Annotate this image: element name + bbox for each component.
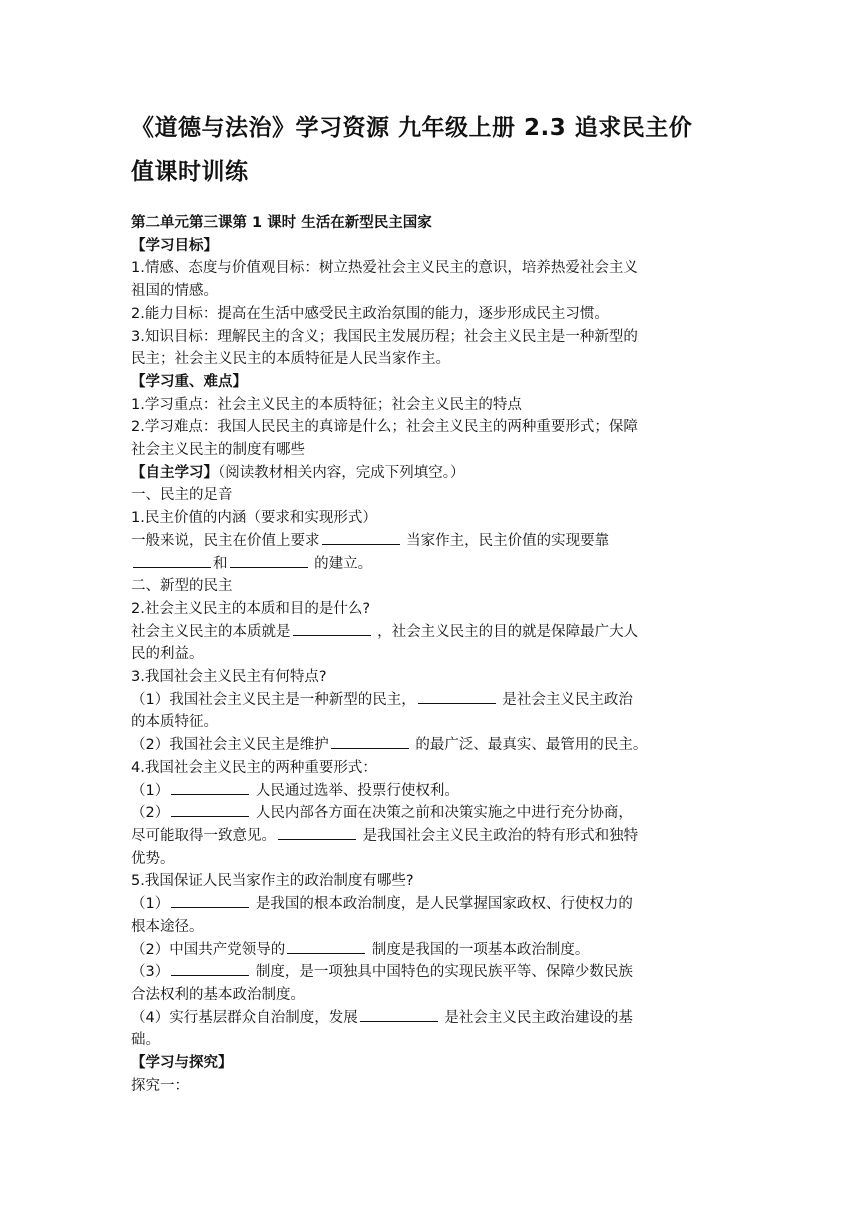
text-line — [131, 848, 737, 871]
text-segment: （1）我国社会主义民主是一种新型的民主， — [131, 691, 416, 708]
text-segment: 人民内部各方面在决策之前和决策实施之中进行充分协商， — [251, 805, 633, 822]
text-line — [131, 598, 737, 621]
text-segment: 是社会主义民主政治建设的基 — [439, 1009, 633, 1026]
text-segment: 是我国社会主义民主政治的特有形式和独特 — [358, 827, 639, 844]
text-segment: 社会主义民主的制度有哪些 — [131, 442, 305, 459]
text-line — [131, 553, 737, 576]
text-segment: 5.我国保证人民当家作主的政治制度有哪些? — [131, 873, 414, 890]
text-segment: （3） — [131, 964, 170, 981]
text-line — [131, 961, 737, 984]
text-segment: （2）我国社会主义民主是维护 — [131, 737, 329, 754]
text-line — [131, 1075, 737, 1098]
text-segment: 2.社会主义民主的本质和目的是什么? — [131, 600, 371, 617]
text-line — [131, 984, 737, 1007]
text-line — [131, 257, 737, 280]
text-line — [131, 666, 737, 689]
text-line — [131, 371, 737, 394]
title-line: 《道德与法治》学习资源 九年级上册 2.3 追求民主价 — [131, 115, 693, 141]
text-line — [131, 235, 737, 258]
text-line — [131, 303, 737, 326]
text-segment: （1） — [131, 782, 170, 799]
text-line — [131, 893, 737, 916]
text-segment: 1.学习重点：社会主义民主的本质特征；社会主义民主的特点 — [131, 396, 522, 413]
text-segment: 探究一： — [131, 1077, 189, 1094]
text-line — [131, 802, 737, 825]
text-segment: 的本质特征。 — [131, 714, 218, 731]
text-segment: （阅读教材相关内容，完成下列填空。） — [218, 464, 465, 481]
fill-in-blank — [418, 689, 496, 704]
fill-in-blank — [230, 553, 308, 568]
text-segment: 4.我国社会主义民主的两种重要形式： — [131, 759, 377, 776]
text-line — [131, 484, 737, 507]
fill-in-blank — [171, 893, 249, 908]
text-line — [131, 394, 737, 417]
text-segment: 【学习目标】 — [131, 237, 218, 254]
text-line — [131, 575, 737, 598]
text-line — [131, 916, 737, 939]
text-segment: 制度，是一项独具中国特色的实现民族平等、保障少数民族 — [251, 964, 633, 981]
text-line — [131, 507, 737, 530]
text-segment: 和 — [213, 555, 228, 572]
text-segment: 优势。 — [131, 850, 175, 867]
text-segment: 的建立。 — [309, 555, 373, 572]
text-segment: （4）实行基层群众自治制度，发展 — [131, 1009, 358, 1026]
text-line — [131, 326, 737, 349]
text-line — [131, 212, 737, 235]
text-segment: 是我国的根本政治制度，是人民掌握国家政权、行使权力的 — [251, 896, 633, 913]
text-segment: 合法权利的基本政治制度。 — [131, 986, 305, 1003]
text-segment: 二、新型的民主 — [131, 578, 233, 595]
text-segment: （2）中国共产党领导的 — [131, 941, 286, 958]
fill-in-blank — [171, 802, 249, 817]
text-segment: 【学习重、难点】 — [131, 373, 247, 390]
text-segment: 础。 — [131, 1032, 160, 1049]
text-segment: 人民通过选举、投票行使权利。 — [251, 782, 459, 799]
text-segment: 第二单元第三课第 1 课时 生活在新型民主国家 — [131, 215, 432, 231]
text-segment: 根本途径。 — [131, 918, 204, 935]
text-line — [131, 734, 737, 757]
text-line — [131, 939, 737, 962]
text-segment: 1.情感、态度与价值观目标：树立热爱社会主义民主的意识，培养热爱社会主义 — [131, 260, 638, 277]
text-segment: 尽可能取得一致意见。 — [131, 827, 276, 844]
text-segment: 社会主义民主的本质就是 — [131, 623, 291, 640]
text-segment: 【自主学习】 — [131, 464, 218, 481]
text-segment: 的最广泛、最真实、最管用的民主。 — [410, 737, 648, 754]
text-line — [131, 1029, 737, 1052]
document-title — [131, 106, 737, 194]
text-line — [131, 825, 737, 848]
text-segment: 制度是我国的一项基本政治制度。 — [367, 941, 590, 958]
fill-in-blank — [171, 961, 249, 976]
text-line — [131, 780, 737, 803]
text-segment: 民主；社会主义民主的本质特征是人民当家作主。 — [131, 351, 450, 368]
text-line — [131, 1052, 737, 1075]
text-segment: （1） — [131, 896, 170, 913]
text-segment: 1.民主价值的内涵（要求和实现形式） — [131, 510, 377, 527]
document-content — [131, 106, 737, 1097]
text-line — [131, 711, 737, 734]
fill-in-blank — [133, 553, 211, 568]
text-segment: 3.我国社会主义民主有何特点? — [131, 669, 327, 686]
fill-in-blank — [293, 621, 371, 636]
fill-in-blank — [322, 530, 400, 545]
text-line — [131, 621, 737, 644]
text-segment: 2.学习难点：我国人民民主的真谛是什么；社会主义民主的两种重要形式；保障 — [131, 419, 638, 436]
text-line — [131, 530, 737, 553]
text-segment: 3.知识目标：理解民主的含义；我国民主发展历程；社会主义民主是一种新型的 — [131, 328, 638, 345]
fill-in-blank — [287, 939, 365, 954]
fill-in-blank — [171, 780, 249, 795]
text-line — [131, 416, 737, 439]
text-segment: 当家作主，民主价值的实现要靠 — [401, 532, 610, 549]
fill-in-blank — [278, 825, 356, 840]
fill-in-blank — [331, 734, 409, 749]
text-line — [131, 462, 737, 485]
title-line: 值课时训练 — [131, 159, 249, 185]
document-body — [131, 212, 737, 1097]
text-segment: 祖国的情感。 — [131, 283, 218, 300]
text-line — [131, 280, 737, 303]
text-line — [131, 757, 737, 780]
text-segment: 一、民主的足音 — [131, 487, 233, 504]
text-line — [131, 870, 737, 893]
text-segment: 一般来说，民主在价值上要求 — [131, 532, 320, 549]
text-line — [131, 689, 737, 712]
fill-in-blank — [360, 1007, 438, 1022]
text-segment: （2） — [131, 805, 170, 822]
text-segment: 民的利益。 — [131, 646, 204, 663]
text-segment: 2.能力目标：提高在生活中感受民主政治氛围的能力，逐步形成民主习惯。 — [131, 305, 609, 322]
text-line — [131, 439, 737, 462]
text-segment: 【学习与探究】 — [131, 1055, 233, 1072]
text-line — [131, 348, 737, 371]
text-line — [131, 643, 737, 666]
text-segment: ，社会主义民主的目的就是保障最广大人 — [372, 623, 639, 640]
text-segment: 是社会主义民主政治 — [497, 691, 633, 708]
text-line — [131, 1007, 737, 1030]
